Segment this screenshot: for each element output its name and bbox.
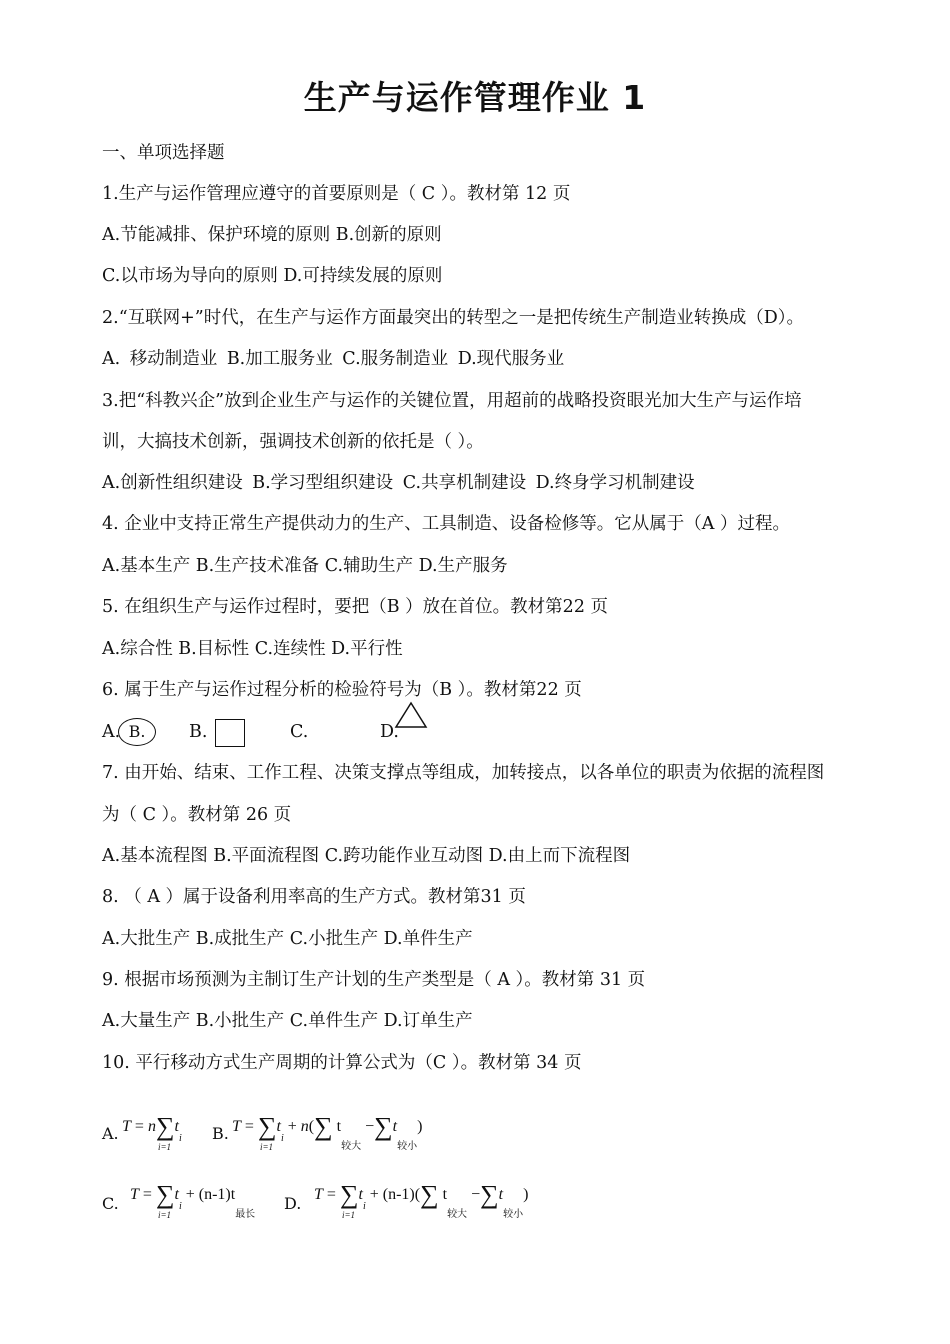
formula-row-cd — [102, 1166, 902, 1226]
q6-option-d-label: D. — [380, 722, 399, 742]
question-line: 5. 在组织生产与运作过程时，要把（B ）放在首位。教材第22 页 — [102, 597, 609, 617]
circle-symbol-label: B. — [128, 722, 146, 741]
question-line: 6. 属于生产与运作过程分析的检验符号为（B ）。教材第22 页 — [102, 680, 582, 700]
question-line: 8. （ A ）属于设备利用率高的生产方式。教材第31 页 — [102, 887, 526, 907]
option-line: A.大量生产 B.小批生产 C.单件生产 D.订单生产 — [102, 1011, 473, 1031]
option-line: A.综合性 B.目标性 C.连续性 D.平行性 — [102, 639, 403, 659]
question-line: 2.“互联网+”时代，在生产与运作方面最突出的转型之一是把传统生产制造业转换成（D）。 — [102, 308, 805, 328]
circle-symbol-icon — [118, 718, 156, 746]
square-symbol-icon — [215, 719, 245, 747]
formula-b: T = ∑ i=1 $t_i + n(\sum$ $t_{较大} -\sum t_{较小}$) — [232, 1112, 423, 1152]
section-heading: 一、单项选择题 — [102, 143, 225, 163]
formula-b-label: B. — [212, 1124, 229, 1143]
question-line: 为（ C ）。教材第 26 页 — [102, 805, 292, 825]
option-line: A.节能减排、保护环境的原则 B.创新的原则 — [102, 225, 442, 245]
question-line: 1.生产与运作管理应遵守的首要原则是（ C ）。教材第 12 页 — [102, 184, 571, 204]
option-line: A. 移动制造业 B.加工服务业 C.服务制造业 D.现代服务业 — [102, 349, 565, 369]
option-line: C.以市场为导向的原则 D.可持续发展的原则 — [102, 266, 443, 286]
formula-c-label: C. — [102, 1194, 119, 1213]
question-line: 3.把“科教兴企”放到企业生产与运作的关键位置，用超前的战略投资眼光加大生产与运作培 — [102, 391, 802, 411]
formula-a: T = n∑ i=1 $t_i$ — [122, 1112, 182, 1152]
question-line: 7. 由开始、结束、工作工程、决策支撑点等组成，加转接点，以各单位的职责为依据的流程图 — [102, 763, 825, 783]
formula-row-ab — [102, 1096, 902, 1152]
q6-option-a-label: A. — [102, 722, 121, 742]
question-line: 10. 平行移动方式生产周期的计算公式为（C ）。教材第 34 页 — [102, 1053, 582, 1073]
option-line: A.基本流程图 B.平面流程图 C.跨功能作业互动图 D.由上而下流程图 — [102, 846, 631, 866]
q6-option-b-label: B. — [189, 722, 208, 742]
formula-a-label: A. — [102, 1124, 119, 1143]
option-line: A.基本生产 B.生产技术准备 C.辅助生产 D.生产服务 — [102, 556, 508, 576]
page-title: 生产与运作管理作业 1 — [303, 78, 647, 117]
triangle-symbol-icon — [394, 701, 428, 729]
option-line: A.大批生产 B.成批生产 C.小批生产 D.单件生产 — [102, 929, 473, 949]
question-line: 训，大搞技术创新，强调技术创新的依托是（ ）。 — [102, 432, 484, 452]
option-line: A.创新性组织建设 B.学习型组织建设 C.共享机制建设 D.终身学习机制建设 — [102, 473, 695, 493]
formula-d-label: D. — [284, 1194, 302, 1213]
question-line: 9. 根据市场预测为主制订生产计划的生产类型是（ A ）。教材第 31 页 — [102, 970, 646, 990]
q6-option-c-label: C. — [290, 722, 309, 742]
formula-c: T = ∑ i=1 $t_i + (n-1)t_{最长}$ — [130, 1180, 256, 1220]
formula-d: T = ∑ i=1 $t_i + (n-1)(\sum$ $t_{较大} -\sum t_{较小}$) — [314, 1180, 529, 1220]
question-line: 4. 企业中支持正常生产提供动力的生产、工具制造、设备检修等。它从属于（A ）过程。 — [102, 514, 790, 534]
